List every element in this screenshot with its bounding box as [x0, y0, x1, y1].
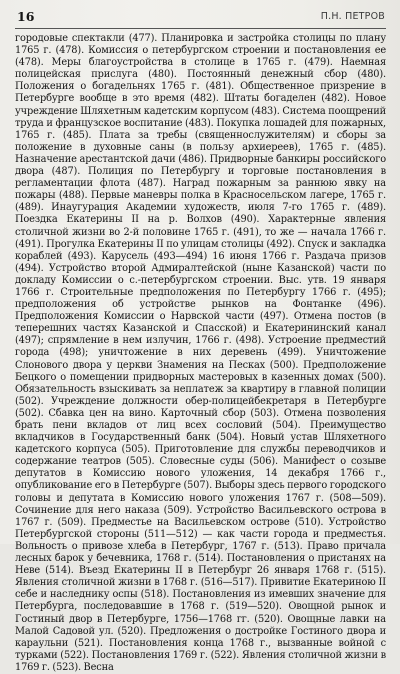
page-header [15, 7, 386, 29]
body-text: городовые спектакли (477). Планировка и застройка столицы по плану 1765 г. (478). Комиссия о петербургском строении и постановления ее (478). Меры благоустройства в столице в 1765 г. (479). Наемная полицейская прислуга (480). Постоянный денежный сбор (480). Положения о богадельнях 1765 г. (481). Общественное призрение в Петербурге вообще в это время (482). Штаты богаделен (482). Новое учреждение Шляхетным кадетским корпусом (483). Система поощрений труда и французское воспитание (483). Покупка лошадей для пожарных, 1765 г. (485). Плата за требы (священнослужителям) и сборы за положение в духовные саны (в пользу архиереев), 1765 г. (485). Назначение арестантской дачи (486). Придворные банкиры российского двора (487). Полиция по Петербургу и торговые постановления в регламентации флота (487). Наград пожарным за раннюю явку на пожары (488). Первые маневры полка в Красносельском лагере, 1765 г. (489). Инаугурация Академии художеств, июля 7-го 1765 г. (489). Поездка Екатерины II на р. Волхов (490). Характерные явления столичной жизни во 2-й половине 1765 г. (491), то же — начала 1766 г. (491). Прогулка Екатерины II по улицам столицы (492). Спуск и закладка кораблей (493). Карусель (493—494) 16 июня 1766 г. Раздача призов (494). Устройство второй Адмиралтейской (ныне Казанской) части по докладу Комиссии о с.-петербургском строении. Выс. утв. 19 января 1766 г. Строительные предположения по Петербургу 1766 г. (495); предположения об устройстве рынков на Фонтанке (496). Предположения Комиссии о Нарвской части (497). Отмена постов (в теперешних частях Казанской и Спасской) и Екатерининский канал (497); спрямление в нем излучин, 1766 г. (498). Устроение предместий города (498); уничтожение в них деревень (499). Уничтожение Слонового двора у церкви Знамения на Песках (500). Предположение Бецкого о помещении придворных мастеровых в казенных домах (500). Обязательность взыскивать за неплатеж за квартиру в главной полиции (502). Учреждение должности обер-полицейбекретаря в Петербурге (502). Сбавка цен на вино. Карточный сбор (503). Отмена позволения брать пени вкладов от лиц всех сословий (504). Преимущество вкладчиков в Государственный банк (504). Новый устав Шляхетного кадетского корпуса (505). Приготовление для службы переводчиков и содержание театров (505). Словесные суды (506). Манифест о созыве депутатов в Комиссию нового уложения, 14 декабря 1766 г., опубликование его в Петербурге (507). Выборы здесь первого городского головы и депутата в Комиссию нового уложения 1767 г. (508—509). Сочинение для него наказа (509). Устройство Васильевского острова в 1767 г. (509). Предместье на Васильевском острове (510). Устройство Петербургской стороны (511—512) — как части города и предместья. Вольность о привозе хлеба в Петербург, 1767 г. (513). Право причала лесных барок у бечевника, 1768 г. (514). Постановления о пристанях на Неве (514). Въезд Екатерины II в Петербург 26 января 1768 г. (515). Явления столичной жизни в 1768 г. (516—517). Привитие Екатериною II себе и наследнику оспы (518). Постановления из имевших значение для Петербурга, последовавшие в 1768 г. (519—520). Овощной рынок и Гостиный двор в Петербурге, 1756—1768 гг. (520). Овощные лавки на Малой Садовой ул. (520). Предложения о достройке Гостиного двора и караульни (521). Постановления конца 1768 г., вызванные войной с турками (522). Постановления 1769 г. (522). Явления столичной жизни в 1769 г. (523). Весна [15, 33, 386, 673]
page-number: 16 [17, 9, 35, 24]
running-head: П.Н. ПЕТРОВ [320, 11, 385, 22]
